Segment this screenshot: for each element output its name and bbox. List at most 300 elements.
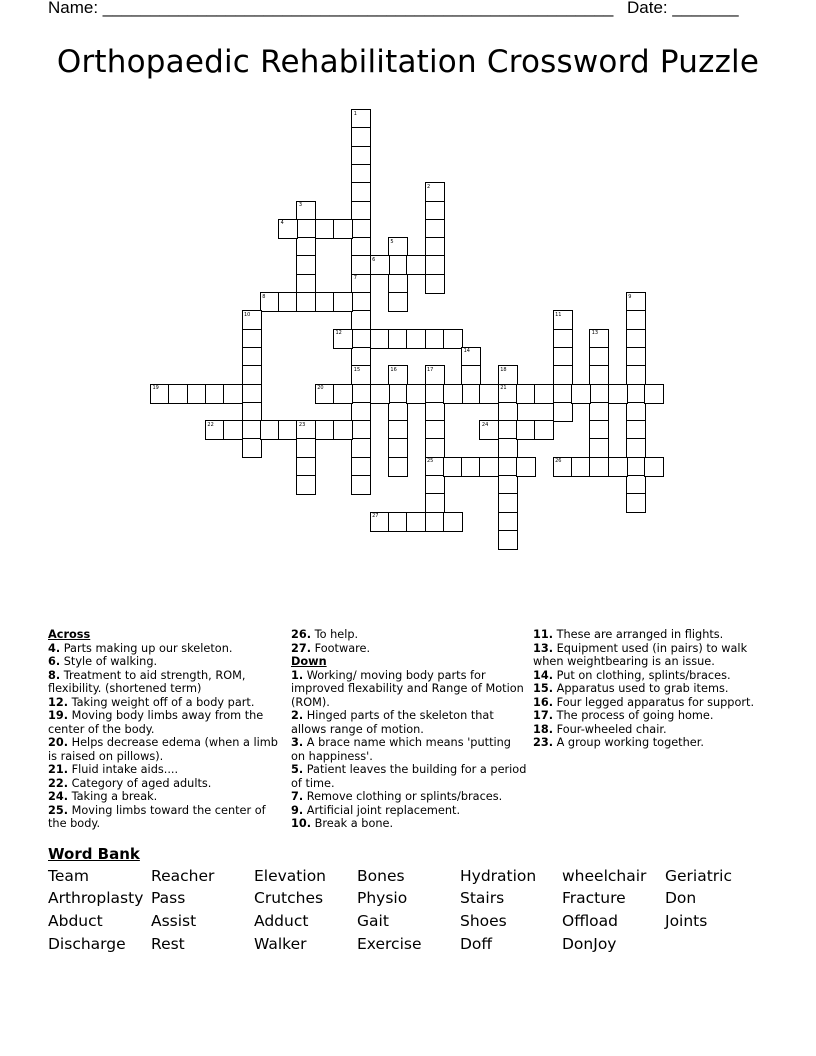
- grid-cell[interactable]: [498, 438, 518, 458]
- grid-cell[interactable]: [608, 384, 628, 404]
- clue-text: Treatment to aid strength, ROM, flexibility. (shortened term): [48, 668, 246, 695]
- grid-cell[interactable]: [278, 420, 298, 440]
- grid-cell[interactable]: [242, 384, 262, 404]
- grid-cell[interactable]: [223, 420, 243, 440]
- grid-cell[interactable]: [443, 512, 463, 532]
- grid-cell[interactable]: [388, 365, 408, 385]
- grid-cell[interactable]: [553, 402, 573, 422]
- grid-cell[interactable]: [205, 384, 225, 404]
- clue-item: [291, 817, 527, 831]
- grid-cell[interactable]: [626, 329, 646, 349]
- clue-item: [533, 642, 769, 669]
- word-bank-word: Rest: [151, 935, 185, 953]
- grid-cell[interactable]: [534, 420, 554, 440]
- word-bank-word: Crutches: [254, 889, 324, 907]
- clue-text: A brace name which means 'putting on happiness'.: [291, 736, 511, 763]
- grid-cell[interactable]: [425, 402, 445, 422]
- grid-cell[interactable]: [388, 384, 408, 404]
- grid-cell[interactable]: [479, 457, 499, 477]
- grid-cell[interactable]: [351, 384, 371, 404]
- clue-text: Moving body limbs away from the center of the body.: [48, 709, 264, 736]
- grid-cell[interactable]: [351, 457, 371, 477]
- grid-number: 8: [262, 293, 266, 300]
- word-bank-word: Walker: [254, 935, 307, 953]
- grid-cell[interactable]: [425, 329, 445, 349]
- grid-cell[interactable]: [534, 384, 554, 404]
- clue-item: [533, 682, 769, 696]
- clue-number: 1.: [291, 668, 304, 682]
- clue-text: These are arranged in flights.: [553, 628, 724, 641]
- grid-cell[interactable]: [516, 420, 536, 440]
- word-bank-word: Physio: [357, 889, 408, 907]
- grid-cell[interactable]: [351, 329, 371, 349]
- grid-cell[interactable]: [644, 457, 664, 477]
- grid-cell[interactable]: [553, 310, 573, 330]
- grid-number: 4: [280, 220, 284, 227]
- grid-cell[interactable]: [461, 365, 481, 385]
- clue-item: [291, 642, 527, 656]
- grid-cell[interactable]: [589, 402, 609, 422]
- clue-number: 3.: [291, 736, 304, 749]
- grid-cell[interactable]: [315, 420, 335, 440]
- grid-cell[interactable]: [626, 493, 646, 513]
- grid-cell[interactable]: [571, 384, 591, 404]
- grid-cell[interactable]: [168, 384, 188, 404]
- clue-text: Style of walking.: [60, 655, 158, 668]
- clue-text: Taking weight off of a body part.: [68, 695, 255, 709]
- grid-number: 21: [500, 385, 507, 391]
- grid-cell[interactable]: [425, 201, 445, 221]
- grid-cell[interactable]: [351, 420, 371, 440]
- grid-cell[interactable]: [498, 530, 518, 550]
- word-bank-word: Pass: [151, 889, 186, 907]
- grid-number: 12: [335, 330, 342, 337]
- clue-number: 14.: [533, 668, 554, 682]
- grid-cell[interactable]: [351, 402, 371, 422]
- grid-cell[interactable]: [242, 438, 262, 458]
- grid-number: 22: [207, 421, 214, 428]
- grid-cell[interactable]: [498, 402, 518, 422]
- clue-number: 15.: [533, 682, 554, 695]
- word-bank-word: Stairs: [460, 889, 505, 907]
- grid-cell[interactable]: [626, 310, 646, 330]
- grid-cell[interactable]: [333, 292, 353, 312]
- clue-item: [48, 736, 280, 763]
- grid-cell[interactable]: [425, 438, 445, 458]
- clue-text: To help.: [311, 628, 359, 641]
- grid-cell[interactable]: [498, 493, 518, 513]
- clue-number: 19.: [48, 709, 69, 722]
- clue-number: 6.: [48, 655, 61, 668]
- clue-number: 16.: [533, 695, 554, 709]
- grid-cell[interactable]: [498, 384, 518, 404]
- word-bank-word: Fracture: [562, 889, 626, 907]
- grid-cell[interactable]: [296, 420, 316, 440]
- grid-cell[interactable]: [589, 347, 609, 367]
- grid-number: 11: [555, 311, 562, 318]
- clue-text: Fluid intake aids....: [68, 763, 179, 776]
- grid-cell[interactable]: [315, 219, 335, 239]
- clue-item: [291, 709, 527, 736]
- clue-number: 11.: [533, 628, 554, 641]
- grid-cell[interactable]: [388, 438, 408, 458]
- grid-cell[interactable]: [626, 438, 646, 458]
- grid-cell[interactable]: [589, 438, 609, 458]
- grid-cell[interactable]: [370, 384, 390, 404]
- word-bank-title: Word Bank: [48, 845, 140, 863]
- clue-item: [48, 655, 280, 669]
- clue-text: Four-wheeled chair.: [553, 722, 667, 736]
- clue-text: Remove clothing or splints/braces.: [303, 790, 503, 803]
- clue-text: Category of aged adults.: [68, 776, 212, 790]
- grid-cell[interactable]: [296, 475, 316, 495]
- grid-cell[interactable]: [388, 402, 408, 422]
- grid-number: 14: [463, 348, 470, 355]
- grid-number: 2: [427, 183, 431, 190]
- grid-number: 24: [481, 421, 489, 428]
- clue-item: [291, 736, 527, 763]
- grid-cell[interactable]: [351, 127, 371, 147]
- grid-cell[interactable]: [425, 219, 445, 239]
- grid-cell[interactable]: [351, 347, 371, 367]
- grid-cell[interactable]: [333, 384, 353, 404]
- grid-cell[interactable]: [571, 457, 591, 477]
- grid-cell[interactable]: [388, 457, 408, 477]
- grid-cell[interactable]: [351, 219, 371, 239]
- date-field[interactable]: Date: _______: [627, 0, 739, 17]
- clue-text: The process of going home.: [553, 709, 714, 722]
- grid-cell[interactable]: [315, 292, 335, 312]
- grid-cell[interactable]: [626, 365, 646, 385]
- grid-number: 25: [427, 458, 434, 465]
- clue-number: 5.: [291, 763, 304, 776]
- grid-cell[interactable]: [351, 475, 371, 495]
- word-bank-word: Bones: [357, 867, 405, 885]
- grid-cell[interactable]: [388, 255, 408, 275]
- grid-cell[interactable]: [425, 182, 445, 202]
- clues-column-3: [533, 628, 769, 750]
- page-title: Orthopaedic Rehabilitation Crossword Puzzle: [56, 44, 760, 80]
- grid-number: 18: [500, 366, 507, 373]
- clue-number: 12.: [48, 695, 69, 709]
- grid-cell[interactable]: [443, 329, 463, 349]
- clue-item: [48, 696, 280, 710]
- grid-cell[interactable]: [498, 475, 518, 495]
- name-date-line: [48, 0, 739, 18]
- word-bank-word: DonJoy: [562, 935, 617, 953]
- clue-item: [48, 642, 280, 656]
- grid-number: 1: [353, 110, 357, 117]
- grid-cell[interactable]: [351, 365, 371, 385]
- clue-number: 9.: [291, 803, 304, 817]
- grid-cell[interactable]: [388, 292, 408, 312]
- grid-cell[interactable]: [425, 512, 445, 532]
- across-heading: Across: [48, 628, 91, 641]
- clue-number: 23.: [533, 736, 554, 749]
- grid-cell[interactable]: [406, 329, 426, 349]
- clue-number: 4.: [48, 641, 61, 655]
- grid-cell[interactable]: [425, 384, 445, 404]
- grid-cell[interactable]: [333, 329, 353, 349]
- clue-number: 21.: [48, 763, 69, 776]
- grid-cell[interactable]: [461, 384, 481, 404]
- grid-number: 15: [353, 366, 361, 373]
- grid-cell[interactable]: [351, 438, 371, 458]
- clues-column-1: [48, 628, 280, 831]
- clue-item: [48, 804, 280, 831]
- grid-cell[interactable]: [242, 420, 262, 440]
- grid-cell[interactable]: [260, 292, 280, 312]
- grid-cell[interactable]: [296, 438, 316, 458]
- grid-cell[interactable]: [296, 201, 316, 221]
- clue-number: 7.: [291, 790, 304, 803]
- clue-number: 25.: [48, 803, 69, 817]
- grid-cell[interactable]: [370, 255, 390, 275]
- word-bank-word: Discharge: [48, 935, 126, 953]
- clue-number: 27.: [291, 641, 312, 655]
- grid-cell[interactable]: [589, 384, 609, 404]
- clue-item: [533, 669, 769, 683]
- grid-number: 10: [244, 311, 251, 318]
- grid-number: 3: [298, 202, 303, 208]
- clue-number: 24.: [48, 790, 69, 803]
- clue-text: Helps decrease edema (when a limb is raised on pillows).: [48, 736, 278, 763]
- word-bank-word: Doff: [460, 935, 493, 953]
- word-bank-word: Offload: [562, 912, 619, 930]
- grid-cell[interactable]: [388, 512, 408, 532]
- grid-number: 5: [390, 238, 394, 245]
- clue-text: Four legged apparatus for support.: [553, 695, 755, 709]
- grid-cell[interactable]: [296, 457, 316, 477]
- clue-item: [291, 804, 527, 818]
- grid-cell[interactable]: [388, 329, 408, 349]
- grid-cell[interactable]: [425, 255, 445, 275]
- clue-number: 26.: [291, 628, 312, 641]
- clue-text: Patient leaves the building for a period of time.: [291, 763, 527, 790]
- grid-cell[interactable]: [553, 347, 573, 367]
- word-bank-word: Gait: [357, 912, 389, 930]
- grid-cell[interactable]: [406, 384, 426, 404]
- grid-cell[interactable]: [351, 201, 371, 221]
- grid-cell[interactable]: [443, 384, 463, 404]
- word-bank-word: Exercise: [357, 935, 422, 953]
- word-bank-word: Geriatric: [665, 867, 733, 885]
- grid-number: 17: [427, 366, 434, 373]
- grid-cell[interactable]: [388, 274, 408, 294]
- down-heading: Down: [291, 655, 327, 668]
- grid-cell[interactable]: [370, 329, 390, 349]
- grid-cell[interactable]: [626, 402, 646, 422]
- clue-text: Apparatus used to grab items.: [553, 682, 729, 695]
- word-bank-word: Arthroplasty: [48, 889, 144, 907]
- grid-cell[interactable]: [406, 255, 426, 275]
- grid-number: 26: [555, 458, 562, 465]
- grid-cell[interactable]: [278, 292, 298, 312]
- grid-cell[interactable]: [351, 274, 371, 294]
- clue-item: [291, 628, 527, 642]
- grid-cell[interactable]: [150, 384, 170, 404]
- grid-cell[interactable]: [333, 420, 353, 440]
- grid-cell[interactable]: [242, 402, 262, 422]
- grid-cell[interactable]: [296, 237, 316, 257]
- clue-item: [291, 790, 527, 804]
- clue-number: 8.: [48, 668, 61, 682]
- grid-cell[interactable]: [498, 365, 518, 385]
- grid-cell[interactable]: [242, 347, 262, 367]
- clue-text: Working/ moving body parts for improved flexability and Range of Motion (ROM).: [291, 668, 524, 709]
- grid-number: 27: [372, 513, 379, 520]
- clue-number: 10.: [291, 817, 312, 830]
- grid-cell[interactable]: [516, 384, 536, 404]
- grid-cell[interactable]: [351, 164, 371, 184]
- grid-cell[interactable]: [315, 384, 335, 404]
- grid-cell[interactable]: [242, 329, 262, 349]
- grid-cell[interactable]: [443, 457, 463, 477]
- grid-cell[interactable]: [553, 365, 573, 385]
- grid-cell[interactable]: [296, 219, 316, 239]
- grid-number: 9: [628, 293, 632, 300]
- grid-cell[interactable]: [626, 347, 646, 367]
- clue-item: [291, 669, 527, 710]
- grid-cell[interactable]: [626, 292, 646, 312]
- grid-cell[interactable]: [296, 274, 316, 294]
- grid-cell[interactable]: [553, 329, 573, 349]
- word-bank-word: Adduct: [254, 912, 309, 930]
- clue-text: Equipment used (in pairs) to walk when weightbearing is an issue.: [533, 641, 748, 668]
- word-bank-word: Abduct: [48, 912, 103, 930]
- grid-number: 7: [353, 275, 357, 282]
- grid-cell[interactable]: [260, 420, 280, 440]
- word-bank-word: Assist: [151, 912, 197, 930]
- clue-item: [533, 696, 769, 710]
- clue-item: [48, 777, 280, 791]
- clue-item: [533, 628, 769, 642]
- grid-cell[interactable]: [351, 109, 371, 129]
- grid-cell[interactable]: [589, 365, 609, 385]
- grid-cell[interactable]: [589, 329, 609, 349]
- clue-item: [291, 763, 527, 790]
- grid-cell[interactable]: [425, 420, 445, 440]
- grid-cell[interactable]: [644, 384, 664, 404]
- clue-number: 18.: [533, 722, 554, 736]
- grid-cell[interactable]: [333, 219, 353, 239]
- word-bank-word: wheelchair: [562, 867, 647, 885]
- clue-text: Parts making up our skeleton.: [60, 641, 233, 655]
- word-bank-word: Don: [665, 889, 697, 907]
- grid-cell[interactable]: [553, 384, 573, 404]
- word-bank-word: Team: [48, 867, 89, 885]
- word-bank-word: Reacher: [151, 867, 215, 885]
- grid-cell[interactable]: [351, 292, 371, 312]
- clue-item: [48, 669, 280, 696]
- grid-cell[interactable]: [351, 310, 371, 330]
- grid-cell[interactable]: [351, 255, 371, 275]
- clue-text: Hinged parts of the skeleton that allows range of motion.: [291, 709, 494, 736]
- clue-item: [48, 763, 280, 777]
- clues-column-2: [291, 628, 527, 831]
- clue-text: Put on clothing, splints/braces.: [553, 668, 731, 682]
- grid-cell[interactable]: [498, 457, 518, 477]
- clue-text: Footware.: [311, 641, 371, 655]
- grid-cell[interactable]: [626, 475, 646, 495]
- clue-text: Break a bone.: [311, 817, 394, 830]
- grid-cell[interactable]: [242, 310, 262, 330]
- grid-cell[interactable]: [626, 384, 646, 404]
- grid-number: 16: [390, 366, 397, 373]
- clue-item: [533, 709, 769, 723]
- grid-cell[interactable]: [626, 420, 646, 440]
- word-bank-word: Shoes: [460, 912, 507, 930]
- grid-cell[interactable]: [296, 292, 316, 312]
- clue-item: [48, 709, 280, 736]
- grid-cell[interactable]: [589, 420, 609, 440]
- grid-cell[interactable]: [406, 512, 426, 532]
- grid-cell[interactable]: [351, 146, 371, 166]
- clue-text: Moving limbs toward the center of the body.: [48, 803, 266, 830]
- name-field[interactable]: Name: ______________________________________________________: [48, 0, 614, 17]
- word-bank-word: Hydration: [460, 867, 537, 885]
- grid-cell[interactable]: [498, 420, 518, 440]
- grid-cell[interactable]: [498, 512, 518, 532]
- grid-cell[interactable]: [516, 457, 536, 477]
- grid-cell[interactable]: [351, 182, 371, 202]
- grid-cell[interactable]: [479, 384, 499, 404]
- grid-cell[interactable]: [425, 475, 445, 495]
- grid-cell[interactable]: [589, 457, 609, 477]
- grid-cell[interactable]: [461, 347, 481, 367]
- grid-cell[interactable]: [553, 457, 573, 477]
- clue-text: A group working together.: [553, 736, 704, 749]
- clue-text: Artificial joint replacement.: [303, 803, 461, 817]
- clue-item: [533, 736, 769, 750]
- grid-number: 13: [591, 330, 599, 337]
- grid-cell[interactable]: [425, 274, 445, 294]
- grid-cell[interactable]: [370, 512, 390, 532]
- clue-number: 17.: [533, 709, 554, 722]
- grid-number: 19: [152, 385, 159, 391]
- grid-number: 23: [298, 421, 306, 428]
- grid-cell[interactable]: [388, 237, 408, 257]
- grid-cell[interactable]: [187, 384, 207, 404]
- clue-number: 22.: [48, 776, 69, 790]
- clue-text: Taking a break.: [68, 790, 158, 803]
- grid-cell[interactable]: [425, 457, 445, 477]
- grid-cell[interactable]: [479, 420, 499, 440]
- grid-cell[interactable]: [296, 255, 316, 275]
- grid-number: 20: [317, 385, 324, 391]
- grid-number: 6: [372, 256, 376, 263]
- grid-cell[interactable]: [425, 237, 445, 257]
- word-bank-word: Joints: [665, 912, 708, 930]
- word-bank-word: Elevation: [254, 867, 326, 885]
- grid-cell[interactable]: [626, 457, 646, 477]
- clue-number: 2.: [291, 709, 304, 722]
- grid-cell[interactable]: [223, 384, 243, 404]
- grid-cell[interactable]: [205, 420, 225, 440]
- grid-cell[interactable]: [388, 420, 408, 440]
- clue-number: 13.: [533, 641, 554, 655]
- grid-cell[interactable]: [461, 457, 481, 477]
- grid-cell[interactable]: [351, 237, 371, 257]
- grid-cell[interactable]: [278, 219, 298, 239]
- grid-cell[interactable]: [608, 457, 628, 477]
- clue-item: [533, 723, 769, 737]
- clue-item: [48, 790, 280, 804]
- grid-cell[interactable]: [242, 365, 262, 385]
- grid-cell[interactable]: [425, 365, 445, 385]
- grid-cell[interactable]: [425, 493, 445, 513]
- clue-number: 20.: [48, 736, 69, 749]
